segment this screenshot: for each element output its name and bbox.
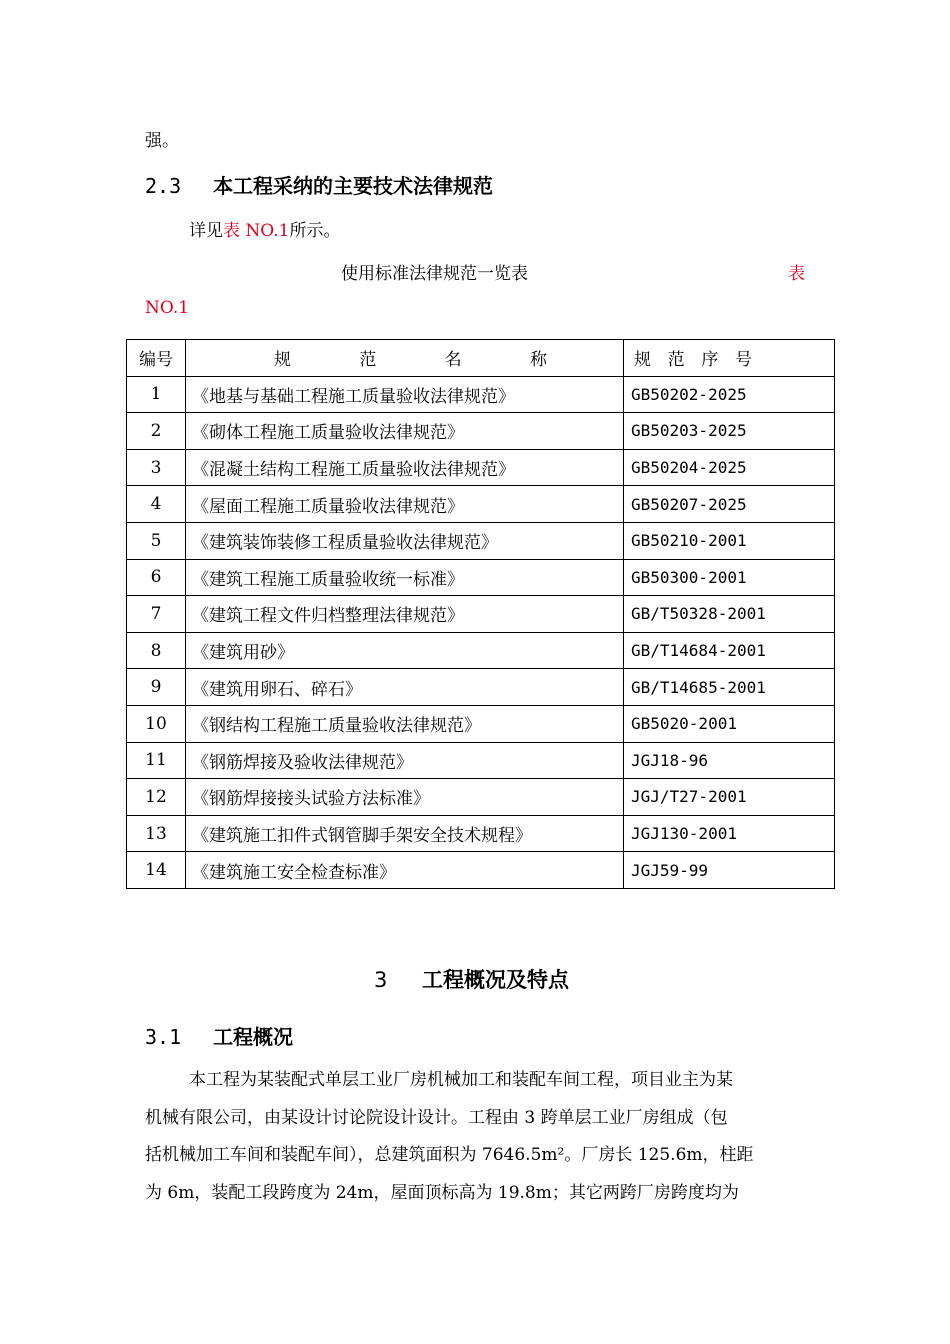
section-number: 2.3: [145, 174, 182, 198]
header-name-char: 称: [529, 350, 547, 371]
standard-code: JGJ/T27-2001: [624, 779, 835, 816]
standards-table: [126, 339, 835, 889]
standard-code: GB/T14684-2001: [624, 632, 835, 669]
table-row: [127, 522, 835, 559]
section-title: 本工程采纳的主要技术法律规范: [213, 174, 494, 198]
standard-name: 《建筑用砂》: [186, 632, 624, 669]
row-number: 9: [127, 669, 186, 706]
table-row: [127, 852, 835, 889]
standard-code: GB50207-2025: [624, 486, 835, 523]
standard-name: 《钢结构工程施工质量验收法律规范》: [186, 705, 624, 742]
table-caption-label-1: 表: [788, 264, 805, 284]
row-number: 14: [127, 852, 186, 889]
standard-code: GB5020-2001: [624, 705, 835, 742]
paragraph-line: 括机械加工车间和装配车间），总建筑面积为 7646.5m²。厂房长 125.6m，柱距: [145, 1145, 754, 1165]
row-number: 2: [127, 413, 186, 450]
header-no: 编号: [127, 340, 186, 377]
chapter-heading-3: [374, 964, 569, 994]
row-number: 4: [127, 486, 186, 523]
table-header-row: [127, 340, 835, 377]
standard-name: 《建筑施工扣件式钢管脚手架安全技术规程》: [186, 815, 624, 852]
row-number: 8: [127, 632, 186, 669]
header-code-char: 序: [701, 350, 719, 371]
header-code-char: 号: [734, 350, 752, 371]
row-number: 1: [127, 376, 186, 413]
row-number: 11: [127, 742, 186, 779]
standard-code: JGJ59-99: [624, 852, 835, 889]
row-number: 3: [127, 449, 186, 486]
see-prefix: 详见: [189, 221, 223, 241]
row-number: 12: [127, 779, 186, 816]
table-row: [127, 449, 835, 486]
table-row: [127, 559, 835, 596]
header-name: [186, 340, 624, 377]
section-heading-2-3: [145, 170, 493, 199]
standard-code: GB/T50328-2001: [624, 596, 835, 633]
table-row: [127, 705, 835, 742]
table-row: [127, 669, 835, 706]
table-row: [127, 413, 835, 450]
paragraph-line: 为 6m，装配工段跨度为 24m，屋面顶标高为 19.8m；其它两跨厂房跨度均为: [145, 1182, 739, 1203]
header-name-char: 名: [444, 350, 462, 371]
table-row: [127, 596, 835, 633]
standard-name: 《屋面工程施工质量验收法律规范》: [186, 486, 624, 523]
table-reference-link[interactable]: 表 NO.1: [223, 221, 290, 241]
header-code-char: 规: [634, 350, 651, 371]
header-code: [624, 340, 835, 377]
header-name-char: 规: [274, 350, 291, 371]
standard-name: 《建筑装饰装修工程质量验收法律规范》: [186, 522, 624, 559]
table-row: [127, 632, 835, 669]
standard-name: 《建筑施工安全检查标准》: [186, 852, 624, 889]
chapter-number: 3: [374, 968, 388, 992]
table-caption-title: 使用标准法律规范一览表: [341, 264, 528, 284]
standard-name: 《地基与基础工程施工质量验收法律规范》: [186, 376, 624, 413]
overview-paragraph: [145, 1062, 813, 1212]
section-heading-3-1: [145, 1021, 293, 1050]
header-name-char: 范: [359, 350, 377, 371]
standard-name: 《砌体工程施工质量验收法律规范》: [186, 413, 624, 450]
standard-code: GB50210-2001: [624, 522, 835, 559]
paragraph-line: 机械有限公司，由某设计讨论院设计设计。工程由 3 跨单层工业厂房组成（包: [145, 1107, 728, 1128]
row-number: 6: [127, 559, 186, 596]
standard-code: GB50202-2025: [624, 376, 835, 413]
standard-code: GB50203-2025: [624, 413, 835, 450]
row-number: 5: [127, 522, 186, 559]
standard-code: JGJ18-96: [624, 742, 835, 779]
table-row: [127, 779, 835, 816]
row-number: 7: [127, 596, 186, 633]
table-row: [127, 486, 835, 523]
section-title: 工程概况: [213, 1025, 294, 1049]
row-number: 10: [127, 705, 186, 742]
header-code-char: 范: [667, 350, 685, 371]
table-row: [127, 815, 835, 852]
see-table-line: [189, 216, 340, 241]
section-number: 3.1: [145, 1025, 182, 1049]
standard-code: GB/T14685-2001: [624, 669, 835, 706]
chapter-title: 工程概况及特点: [422, 968, 569, 992]
standard-name: 《钢筋焊接接头试验方法标准》: [186, 779, 624, 816]
standard-name: 《建筑工程施工质量验收统一标准》: [186, 559, 624, 596]
intro-tail-text: 强。: [145, 131, 179, 151]
standard-name: 《建筑工程文件归档整理法律规范》: [186, 596, 624, 633]
standard-code: GB50204-2025: [624, 449, 835, 486]
row-number: 13: [127, 815, 186, 852]
see-suffix: 所示。: [289, 221, 341, 241]
table-row: [127, 742, 835, 779]
standard-name: 《钢筋焊接及验收法律规范》: [186, 742, 624, 779]
standard-name: 《建筑用卵石、碎石》: [186, 669, 624, 706]
paragraph-line: 本工程为某装配式单层工业厂房机械加工和装配车间工程，项目业主为某: [189, 1070, 733, 1090]
table-caption-label-2: NO.1: [145, 298, 190, 318]
table-row: [127, 376, 835, 413]
standard-code: JGJ130-2001: [624, 815, 835, 852]
standard-code: GB50300-2001: [624, 559, 835, 596]
standard-name: 《混凝土结构工程施工质量验收法律规范》: [186, 449, 624, 486]
